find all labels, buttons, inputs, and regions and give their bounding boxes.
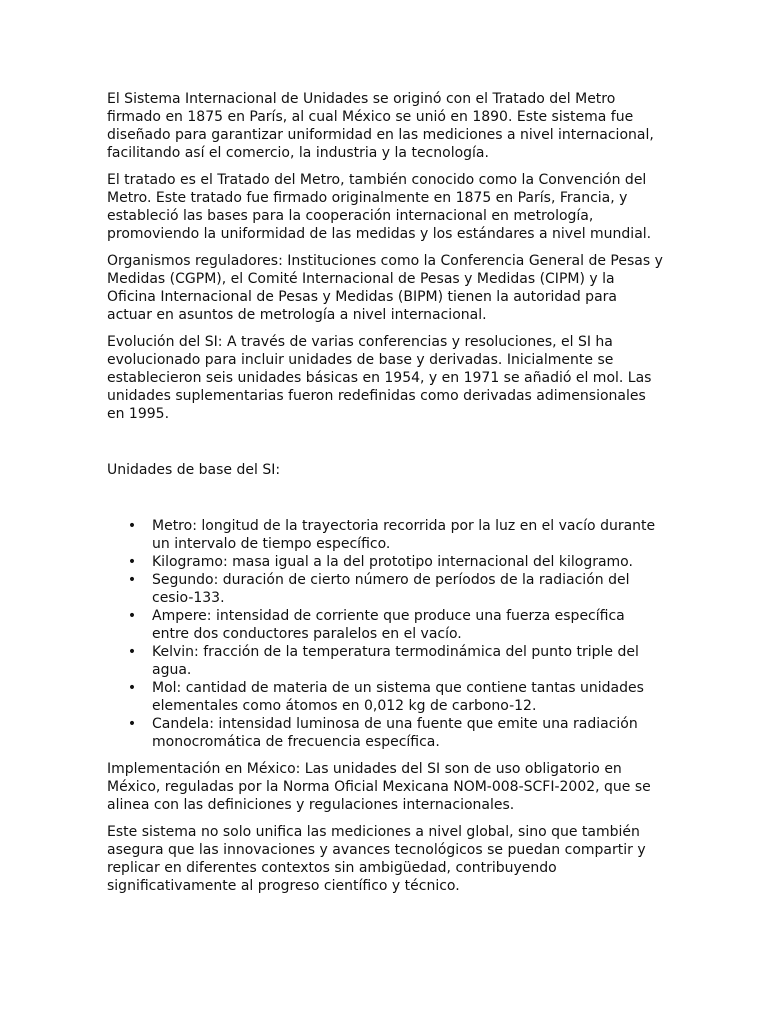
list-item-text: Kilogramo: masa igual a la del prototipo internacional del kilogramo.	[152, 554, 633, 570]
list-item-text: Candela: intensidad luminosa de una fuente que emite una radiación monocromática de frecuencia específica.	[152, 716, 638, 750]
paragraph-origin: El Sistema Internacional de Unidades se originó con el Tratado del Metro firmado en 1875 en París, al cual México se unió en 1890. Este sistema fue diseñado para garantizar uniformidad en las mediciones a nivel internacional, facilitando así el comercio, la industria y la tecnología.	[107, 91, 654, 161]
base-units-heading: Unidades de base del SI:	[107, 462, 281, 478]
bullet-icon: •	[127, 680, 137, 696]
paragraph-mexico-implementation: Implementación en México: Las unidades del SI son de uso obligatorio en México, reguladas por la Norma Oficial Mexicana NOM-008-SCFI-2002, que se alinea con las definiciones y regulaciones internacionales.	[107, 761, 651, 813]
list-item	[107, 517, 663, 553]
paragraph-treaty: El tratado es el Tratado del Metro, también conocido como la Convención del Metro. Este tratado fue firmado originalmente en 1875 en París, Francia, y estableció las bases para la cooperación internacional en metrología, promoviendo la uniformidad de las medidas y los estándares a nivel mundial.	[107, 172, 652, 242]
list-item	[107, 607, 663, 643]
list-item-text: Metro: longitud de la trayectoria recorrida por la luz en el vacío durante un intervalo de tiempo específico.	[152, 518, 656, 552]
bullet-icon: •	[127, 554, 137, 570]
bullet-icon: •	[127, 572, 137, 588]
bullet-icon: •	[127, 716, 137, 732]
document-page	[107, 90, 663, 904]
list-item-text: Kelvin: fracción de la temperatura termodinámica del punto triple del agua.	[152, 644, 639, 678]
list-item	[107, 715, 663, 751]
paragraph-regulators: Organismos reguladores: Instituciones como la Conferencia General de Pesas y Medidas (CGPM), el Comité Internacional de Pesas y Medidas (CIPM) y la Oficina Internacional de Pesas y Medidas (BIPM) tienen la autoridad para actuar en asuntos de metrología a nivel internacional.	[107, 253, 663, 323]
bullet-icon: •	[127, 518, 137, 534]
paragraph-conclusion: Este sistema no solo unifica las mediciones a nivel global, sino que también asegura que las innovaciones y avances tecnológicos se puedan compartir y replicar en diferentes contextos sin ambigüedad, contribuyendo significativamente al progreso científico y técnico.	[107, 824, 646, 894]
bullet-icon: •	[127, 608, 137, 624]
list-item	[107, 679, 663, 715]
list-item-text: Ampere: intensidad de corriente que produce una fuerza específica entre dos conductores paralelos en el vacío.	[152, 608, 625, 642]
base-units-list	[107, 517, 663, 751]
paragraph-evolution: Evolución del SI: A través de varias conferencias y resoluciones, el SI ha evolucionado para incluir unidades de base y derivadas. Inicialmente se establecieron seis unidades básicas en 1954, y en 1971 se añadió el mol. Las unidades suplementarias fueron redefinidas como derivadas adimensionales en 1995.	[107, 334, 652, 422]
bullet-icon: •	[127, 644, 137, 660]
list-item	[107, 553, 663, 571]
list-item-text: Mol: cantidad de materia de un sistema que contiene tantas unidades elementales como átomos en 0,012 kg de carbono-12.	[152, 680, 644, 714]
list-item	[107, 571, 663, 607]
list-item	[107, 643, 663, 679]
list-item-text: Segundo: duración de cierto número de períodos de la radiación del cesio-133.	[152, 572, 630, 606]
